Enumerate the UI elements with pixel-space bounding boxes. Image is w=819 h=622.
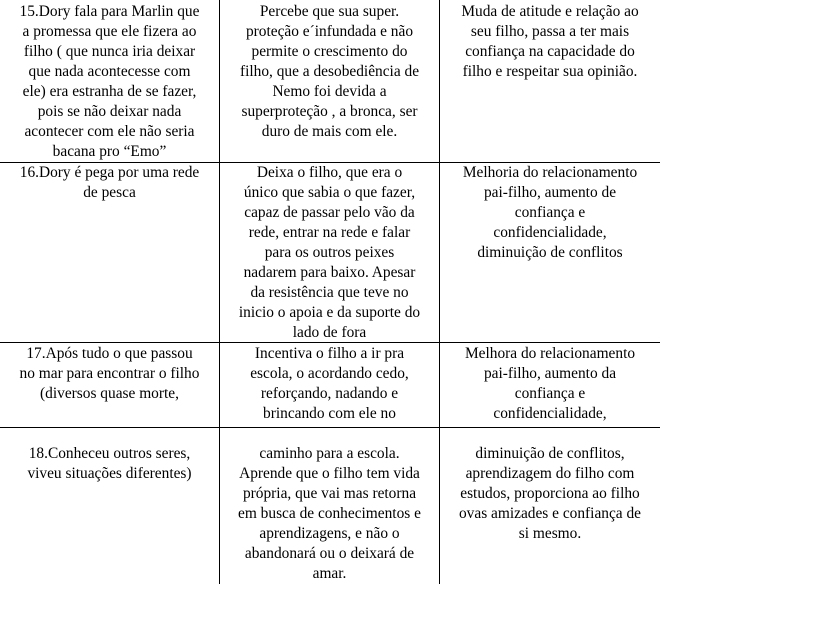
result-cell: Melhoria do relacionamento pai-filho, aumento de confiança e confidencialidade, diminuição de conflitos <box>462 164 638 261</box>
result-cell: Muda de atitude e relação ao seu filho, passa a ter mais confiança na capacidade do filho e respeitar sua opinião. <box>461 3 639 80</box>
result-cell: diminuição de conflitos, aprendizagem do filho com estudos, proporciona ao filho ovas amizades e confiança de si mesmo. <box>458 445 642 542</box>
result-cell: Melhora do relacionamento pai-filho, aumento da confiança e confidencialidade, <box>464 345 636 422</box>
attitude-cell: Incentiva o filho a ir pra escola, o acordando cedo, reforçando, nadando e brincando com ele no <box>250 345 409 422</box>
event-cell: 15.Dory fala para Marlin que a promessa que ele fizera ao filho ( que nunca iria deixar que nada acontecesse com ele) era estranha de se fazer, pois se não deixar nada acontecer com ele não seria bacana pro “Emo” <box>19 3 200 160</box>
event-cell: 18.Conheceu outros seres, viveu situações diferentes) <box>27 445 192 482</box>
attitude-cell: Percebe que sua super. proteção e´infundada e não permite o crescimento do filho, que a desobediência de Nemo foi devida a superproteção , a bronca, ser duro de mais com ele. <box>239 3 420 140</box>
attitude-cell: Deixa o filho, que era o único que sabia o que fazer, capaz de passar pelo vão da rede, entrar na rede e falar para os outros peixes nadarem para baixo. Apesar da resistência que teve no inicio o apoia e da suporte do lado de fora <box>238 164 421 341</box>
event-cell: 16.Dory é pega por uma rede de pesca <box>19 164 200 201</box>
event-cell: 17.Após tudo o que passou no mar para encontrar o filho (diversos quase morte, <box>19 345 200 402</box>
attitude-cell: caminho para a escola. Aprende que o filho tem vida própria, que vai mas retorna em busca de conhecimentos e aprendizagens, e não o abandonará ou o deixará de amar. <box>238 445 421 582</box>
row-divider-3 <box>0 427 660 428</box>
